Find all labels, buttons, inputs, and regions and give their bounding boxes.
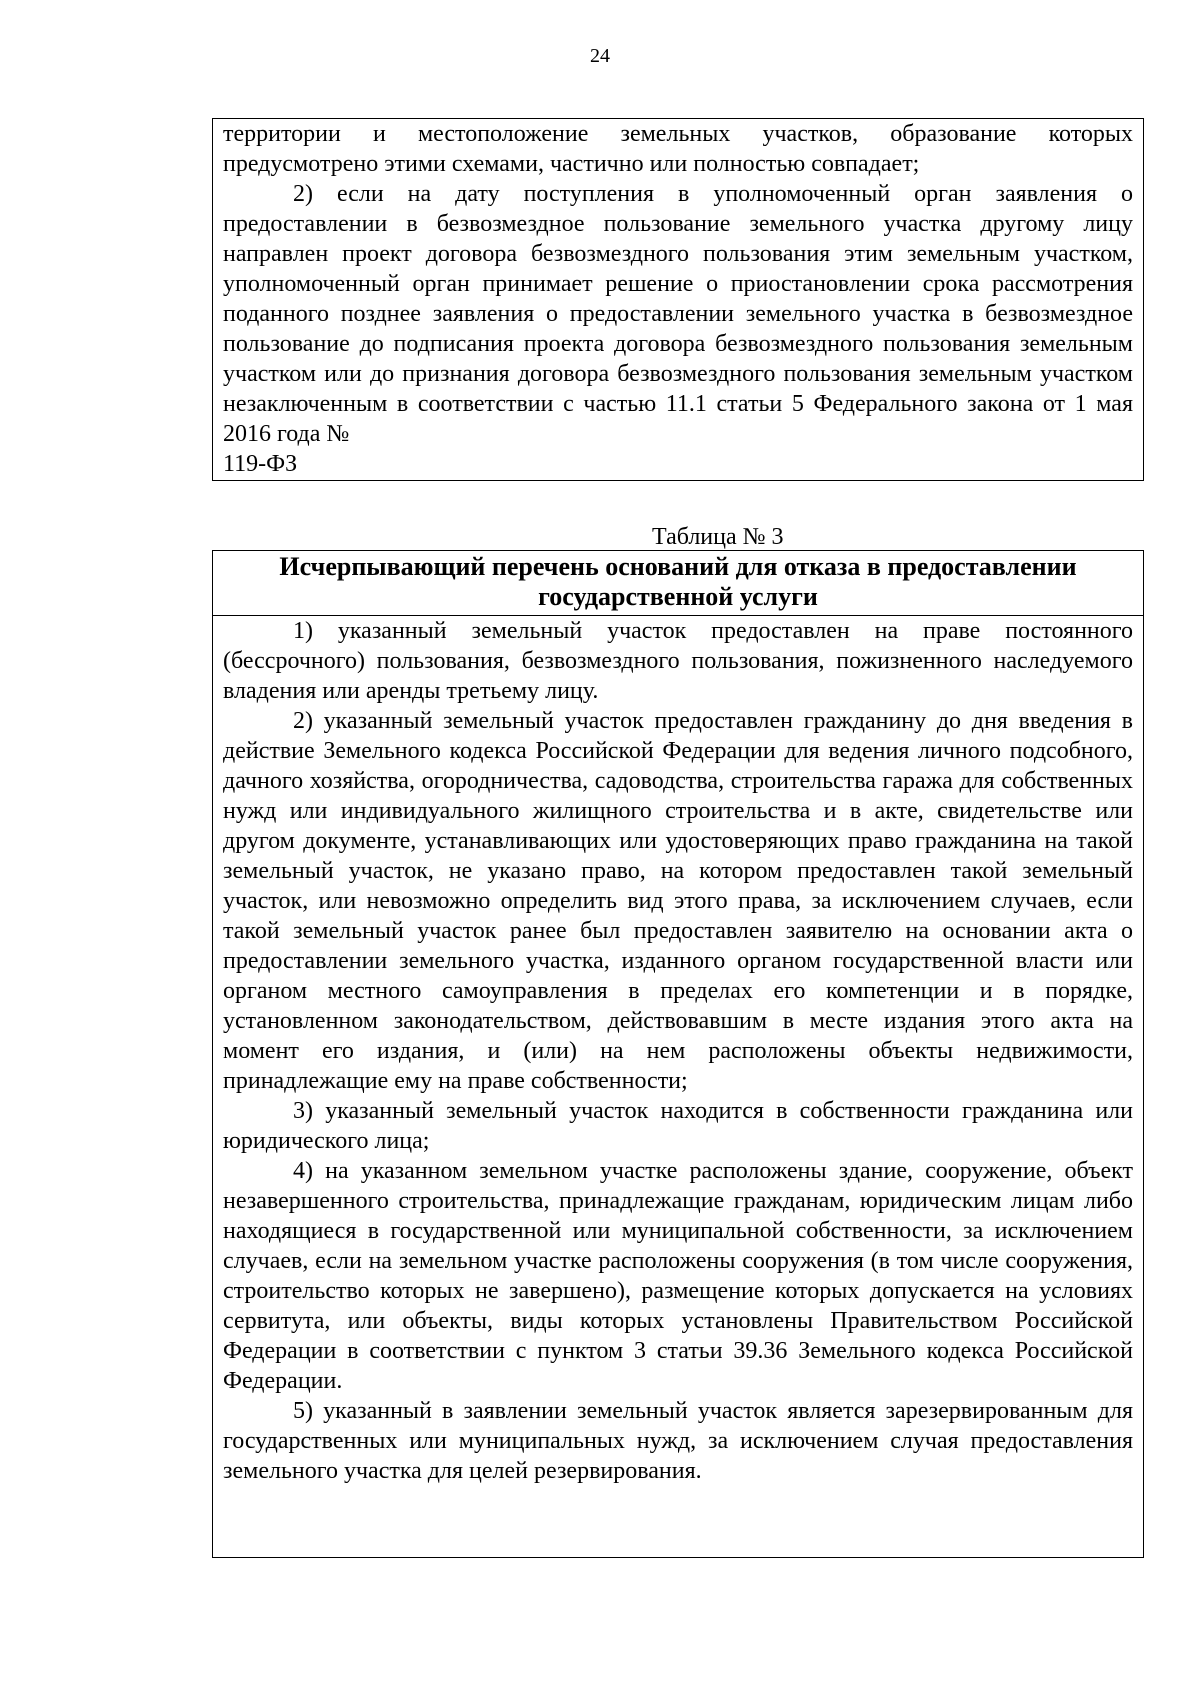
paragraph-continuation: территории и местоположение земельных участков, образование которых предусмотрено этими схемами, частично или полностью совпадает; [223,121,1133,177]
paragraph-item-2: 2) если на дату поступления в уполномоченный орган заявления о предоставлении в безвозмездное пользование земельного участка другому лицу направлен проект договора безвозмездного пользования этим земельным участком, уполномоченный орган принимает решение о приостановлении срока рассмотрения поданного позднее заявления о предоставлении земельного участка в безвозмездное пользование до подписания проекта договора безвозмездного пользования земельным участком или до признания договора безвозмездного пользования земельным участком незаключенным в соответствии с частью 11.1 статьи 5 Федерального закона от 1 мая 2016 года № [223,181,1133,447]
refusal-grounds-table [212,550,1144,1558]
refusal-item-4: 4) на указанном земельном участке расположены здание, сооружение, объект незавершенного строительства, принадлежащие гражданам, юридическим лицам либо находящиеся в государственной или муниципальной собственности, за исключением случаев, если на земельном участке расположены сооружения (в том числе сооружения, строительство которых не завершено), размещение которых допускается на условиях сервитута, или объекты, виды которых установлены Правительством Российской Федерации в соответствии с пунктом 3 статьи 39.36 Земельного кодекса Российской Федерации. [223,1158,1133,1394]
table-caption: Таблица № 3 [652,524,784,550]
paragraph-law-number: 119-ФЗ [223,451,298,477]
refusal-item-2: 2) указанный земельный участок предоставлен гражданину до дня введения в действие Земельного кодекса Российской Федерации для ведения личного подсобного, дачного хозяйства, огородничества, садоводства, строительства гаража для собственных нужд или индивидуального жилищного строительства и в акте, свидетельстве или другом документе, устанавливающих или удостоверяющих право гражданина на такой земельный участок, не указано право, на котором предоставлен такой земельный участок, или невозможно определить вид этого права, за исключением случаев, если такой земельный участок ранее был предоставлен заявителю на основании акта о предоставлении земельного участка, изданного органом государственной власти или органом местного самоуправления в пределах его компетенции и в порядке, установленном законодательством, действовавшим в месте издания этого акта на момент его издания, и (или) на нем расположены объекты недвижимости, принадлежащие ему на праве собственности; [223,708,1133,1094]
refusal-item-3: 3) указанный земельный участок находится в собственности гражданина или юридического лица; [223,1098,1133,1154]
refusal-item-1: 1) указанный земельный участок предоставлен на праве постоянного (бессрочного) пользования, безвозмездного пользования, пожизненного наследуемого владения или аренды третьему лицу. [223,618,1133,704]
refusal-item-5: 5) указанный в заявлении земельный участок является зарезервированным для государственных или муниципальных нужд, за исключением случая предоставления земельного участка для целей резервирования. [223,1398,1133,1484]
continuation-block [212,118,1144,481]
page-number: 24 [590,45,610,67]
table-body [213,616,1143,1486]
table-header: Исчерпывающий перечень оснований для отказа в предоставлении государственной услуги [213,551,1143,616]
